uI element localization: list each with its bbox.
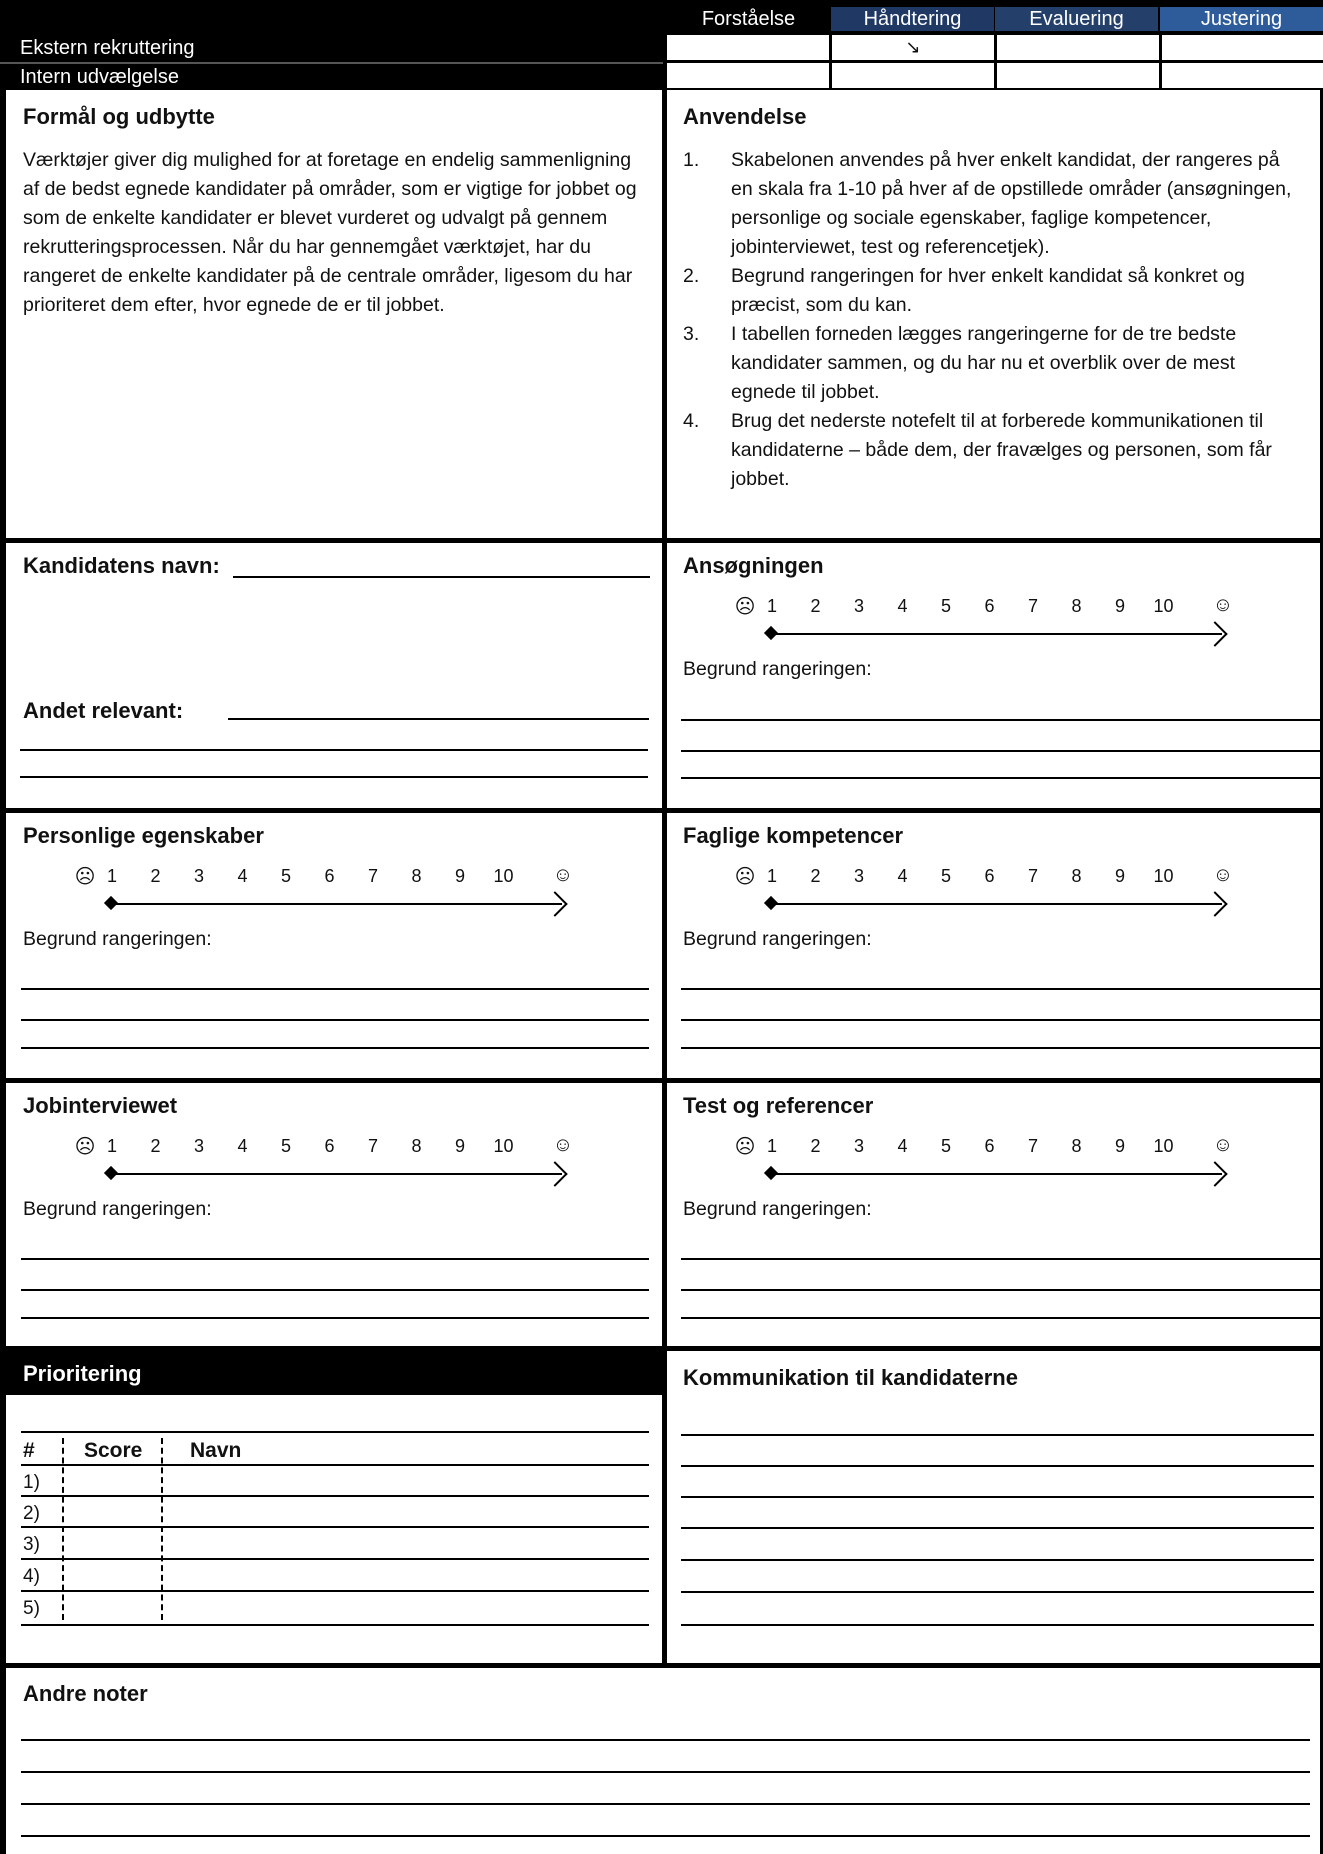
scale-number[interactable]: 10	[1153, 596, 1174, 616]
prio-row-5[interactable]: 5)	[23, 1598, 40, 1619]
section-title-jobinterview: Jobinterviewet	[23, 1093, 178, 1118]
scale-number[interactable]: 9	[454, 1136, 465, 1156]
hline-5	[0, 1663, 1323, 1668]
prio-table-row	[21, 1558, 649, 1560]
notes-line[interactable]	[681, 1434, 1314, 1436]
scale-number[interactable]: 2	[150, 866, 161, 886]
scale-number[interactable]: 4	[897, 596, 908, 616]
notes-line[interactable]	[681, 1559, 1314, 1561]
notes-line[interactable]	[21, 1803, 1310, 1805]
section-title-formaal: Formål og udbytte	[23, 104, 215, 129]
notes-line[interactable]	[681, 1527, 1314, 1529]
rating-scale-personlige[interactable]	[70, 864, 574, 926]
scale-number[interactable]: 5	[940, 866, 951, 886]
scale-axis-line	[110, 1173, 562, 1175]
reason-label: Begrund rangeringen:	[683, 1198, 872, 1220]
prio-col-divider	[62, 1438, 64, 1620]
rating-scale-test[interactable]	[730, 1134, 1234, 1196]
other-relevant-field[interactable]	[228, 718, 649, 720]
scale-number[interactable]: 8	[411, 1136, 422, 1156]
reason-line[interactable]	[681, 1258, 1323, 1260]
happy-face-icon: ☺	[1212, 1134, 1234, 1156]
reason-line[interactable]	[21, 1258, 649, 1260]
reason-line[interactable]	[21, 1289, 649, 1291]
step-item: 4. Brug det nederste notefelt til at forberede kommunikationen til kandidaterne – både dem, der fravælges og personen, som får jobbet.	[683, 410, 1272, 490]
scale-number[interactable]: 6	[324, 866, 335, 886]
scale-axis-line	[770, 633, 1222, 635]
cell-intern-justering	[1162, 63, 1323, 88]
cell-intern-forstaaelse	[667, 63, 829, 88]
scale-number[interactable]: 9	[1114, 866, 1125, 886]
prio-header-hash: #	[23, 1439, 35, 1462]
prio-row-1[interactable]: 1)	[23, 1472, 40, 1493]
scale-number[interactable]: 5	[940, 596, 951, 616]
scale-number[interactable]: 1	[766, 866, 777, 886]
reason-line[interactable]	[681, 1047, 1323, 1049]
prio-table-row	[21, 1495, 649, 1497]
reason-line[interactable]	[681, 750, 1323, 752]
reason-line[interactable]	[681, 719, 1323, 721]
cell-ekstern-evaluering	[997, 35, 1159, 60]
scale-number[interactable]: 9	[454, 866, 465, 886]
scale-number[interactable]: 10	[1153, 866, 1174, 886]
reason-label: Begrund rangeringen:	[683, 658, 872, 680]
notes-line[interactable]	[21, 1771, 1310, 1773]
reason-line[interactable]	[681, 777, 1323, 779]
scale-number[interactable]: 4	[237, 866, 248, 886]
notes-line[interactable]	[681, 1496, 1314, 1498]
prio-table-row	[21, 1624, 649, 1626]
happy-face-icon: ☺	[552, 1134, 574, 1156]
reason-line[interactable]	[21, 1317, 649, 1319]
rating-scale-jobinterview[interactable]	[70, 1134, 574, 1196]
anvendelse-steps	[683, 146, 1303, 494]
scale-number[interactable]: 3	[193, 1136, 204, 1156]
frame-left	[0, 90, 6, 1854]
candidate-name-field[interactable]	[233, 576, 650, 578]
hline-3	[0, 1078, 1323, 1083]
scale-number[interactable]: 3	[853, 596, 864, 616]
happy-face-icon: ☺	[1212, 594, 1234, 616]
scale-number[interactable]: 4	[897, 1136, 908, 1156]
scale-number[interactable]: 5	[280, 1136, 291, 1156]
sad-face-icon: ☹	[734, 1136, 756, 1158]
reason-line[interactable]	[681, 1019, 1323, 1021]
cell-ekstern-justering	[1162, 35, 1323, 60]
scale-number[interactable]: 1	[766, 1136, 777, 1156]
other-relevant-line[interactable]	[20, 776, 648, 778]
scale-number[interactable]: 7	[1027, 596, 1038, 616]
cell-intern-evaluering	[997, 63, 1159, 88]
scale-number[interactable]: 4	[897, 866, 908, 886]
prio-header-score: Score	[84, 1439, 143, 1462]
prio-row-2[interactable]: 2)	[23, 1503, 40, 1524]
prio-table-row	[21, 1590, 649, 1592]
step-item: 2. Begrund rangeringen for hver enkelt kandidat så konkret og præcist, som du kan.	[683, 265, 1245, 316]
scale-number[interactable]: 6	[984, 866, 995, 886]
scale-number[interactable]: 7	[367, 866, 378, 886]
scale-number[interactable]: 8	[1071, 866, 1082, 886]
scale-axis-line	[770, 903, 1222, 905]
cell-ekstern-forstaaelse	[667, 35, 829, 60]
hline-2	[0, 808, 1323, 813]
scale-arrow-head-icon	[542, 891, 567, 916]
scale-number[interactable]: 1	[106, 866, 117, 886]
sad-face-icon: ☹	[734, 596, 756, 618]
scale-axis-line	[110, 903, 562, 905]
header-row-divider	[0, 62, 663, 64]
scale-number[interactable]: 6	[324, 1136, 335, 1156]
scale-arrow-head-icon	[1202, 1161, 1227, 1186]
scale-number[interactable]: 2	[810, 596, 821, 616]
scale-axis-line	[770, 1173, 1222, 1175]
scale-number[interactable]: 10	[493, 1136, 514, 1156]
cell-intern-haandtering	[832, 63, 994, 88]
row-ekstern-rekruttering: Ekstern rekruttering	[20, 37, 195, 59]
scale-arrow-head-icon	[1202, 891, 1227, 916]
scale-number[interactable]: 5	[940, 1136, 951, 1156]
scale-number[interactable]: 10	[1153, 1136, 1174, 1156]
prio-header-navn: Navn	[190, 1439, 242, 1462]
scale-number[interactable]: 2	[810, 866, 821, 886]
frame-center	[662, 90, 667, 1665]
scale-number[interactable]: 6	[984, 596, 995, 616]
reason-label: Begrund rangeringen:	[683, 928, 872, 950]
reason-label: Begrund rangeringen:	[23, 928, 212, 950]
section-title-test: Test og referencer	[683, 1093, 874, 1118]
scale-number[interactable]: 5	[280, 866, 291, 886]
happy-face-icon: ☺	[552, 864, 574, 886]
sad-face-icon: ☹	[734, 866, 756, 888]
reason-line[interactable]	[21, 1019, 649, 1021]
scale-number[interactable]: 7	[1027, 866, 1038, 886]
reason-line[interactable]	[681, 988, 1323, 990]
scale-number[interactable]: 8	[411, 866, 422, 886]
other-relevant-line[interactable]	[20, 749, 648, 751]
prio-row-4[interactable]: 4)	[23, 1566, 40, 1587]
scale-number[interactable]: 1	[766, 596, 777, 616]
section-title-faglige: Faglige kompetencer	[683, 823, 904, 848]
reason-line[interactable]	[681, 1317, 1323, 1319]
scale-number[interactable]: 2	[810, 1136, 821, 1156]
happy-face-icon: ☺	[1212, 864, 1234, 886]
notes-line[interactable]	[681, 1465, 1314, 1467]
prioritering-line	[21, 1431, 649, 1433]
step-item: 3. I tabellen forneden lægges rangeringerne for de tre bedste kandidater sammen, og du har nu et overblik over de mest egnede til jobbet.	[683, 323, 1237, 403]
scale-number[interactable]: 7	[1027, 1136, 1038, 1156]
reason-line[interactable]	[681, 1289, 1323, 1291]
scale-number[interactable]: 2	[150, 1136, 161, 1156]
scale-arrow-head-icon	[1202, 621, 1227, 646]
phase-evaluering: Evaluering	[995, 7, 1158, 31]
phase-forstaaelse: Forståelse	[667, 7, 830, 31]
step-item: 1. Skabelonen anvendes på hver enkelt kandidat, der rangeres på en skala fra 1-10 på hver af de opstillede områder (ansøgningen, personlige og sociale egenskaber, faglige kompetencer, jobinterviewet, test og referencetjek).	[683, 149, 1292, 258]
scale-number[interactable]: 10	[493, 866, 514, 886]
notes-line[interactable]	[21, 1739, 1310, 1741]
prio-row-3[interactable]: 3)	[23, 1534, 40, 1555]
notes-line[interactable]	[21, 1835, 1310, 1837]
cell-ekstern-haandtering	[832, 35, 994, 60]
scale-number[interactable]: 6	[984, 1136, 995, 1156]
section-title-prioritering: Prioritering	[23, 1361, 142, 1386]
section-title-andre-noter: Andre noter	[23, 1681, 148, 1706]
scale-number[interactable]: 7	[367, 1136, 378, 1156]
row-intern-udvaelgelse: Intern udvælgelse	[20, 66, 179, 88]
scale-number[interactable]: 4	[237, 1136, 248, 1156]
section-title-ansoegningen: Ansøgningen	[683, 553, 824, 578]
scale-arrow-head-icon	[542, 1161, 567, 1186]
phase-haandtering: Håndtering	[831, 7, 994, 31]
notes-line[interactable]	[681, 1624, 1314, 1626]
reason-label: Begrund rangeringen:	[23, 1198, 212, 1220]
candidate-name-label: Kandidatens navn:	[23, 553, 220, 578]
prio-table-row	[21, 1464, 649, 1466]
section-title-kommunikation: Kommunikation til kandidaterne	[683, 1365, 1018, 1390]
scale-number[interactable]: 9	[1114, 596, 1125, 616]
prio-table-row	[21, 1526, 649, 1528]
rating-scale-faglige[interactable]	[730, 864, 1234, 926]
phase-justering: Justering	[1160, 7, 1323, 31]
sad-face-icon: ☹	[74, 866, 96, 888]
notes-line[interactable]	[681, 1591, 1314, 1593]
section-title-personlige: Personlige egenskaber	[23, 823, 264, 848]
reason-line[interactable]	[21, 1047, 649, 1049]
formaal-text: Værktøjer giver dig mulighed for at foretage en endelig sammenligning af de bedst egnede kandidater på områder, som er vigtige for jobbet og som de enkelte kandidater er blevet vurderet og udvalgt på gennem rekrutteringsprocessen. Når du har gennemgået værktøjet, har du rangeret de enkelte kandidater på de centrale områder, ligesom du har prioriteret dem efter, hvor egnede de er til jobbet.	[23, 149, 637, 316]
prio-col-divider	[161, 1438, 163, 1620]
rating-scale-ansoegningen[interactable]	[730, 594, 1234, 656]
scale-number[interactable]: 1	[106, 1136, 117, 1156]
sad-face-icon: ☹	[74, 1136, 96, 1158]
scale-number[interactable]: 3	[853, 866, 864, 886]
other-relevant-label: Andet relevant:	[23, 698, 184, 723]
hline-1	[0, 538, 1323, 543]
scale-number[interactable]: 9	[1114, 1136, 1125, 1156]
section-title-anvendelse: Anvendelse	[683, 104, 807, 129]
scale-number[interactable]: 3	[853, 1136, 864, 1156]
scale-number[interactable]: 8	[1071, 596, 1082, 616]
reason-line[interactable]	[21, 988, 649, 990]
scale-number[interactable]: 8	[1071, 1136, 1082, 1156]
arrow-marker-icon: ↘	[905, 37, 921, 57]
scale-number[interactable]: 3	[193, 866, 204, 886]
